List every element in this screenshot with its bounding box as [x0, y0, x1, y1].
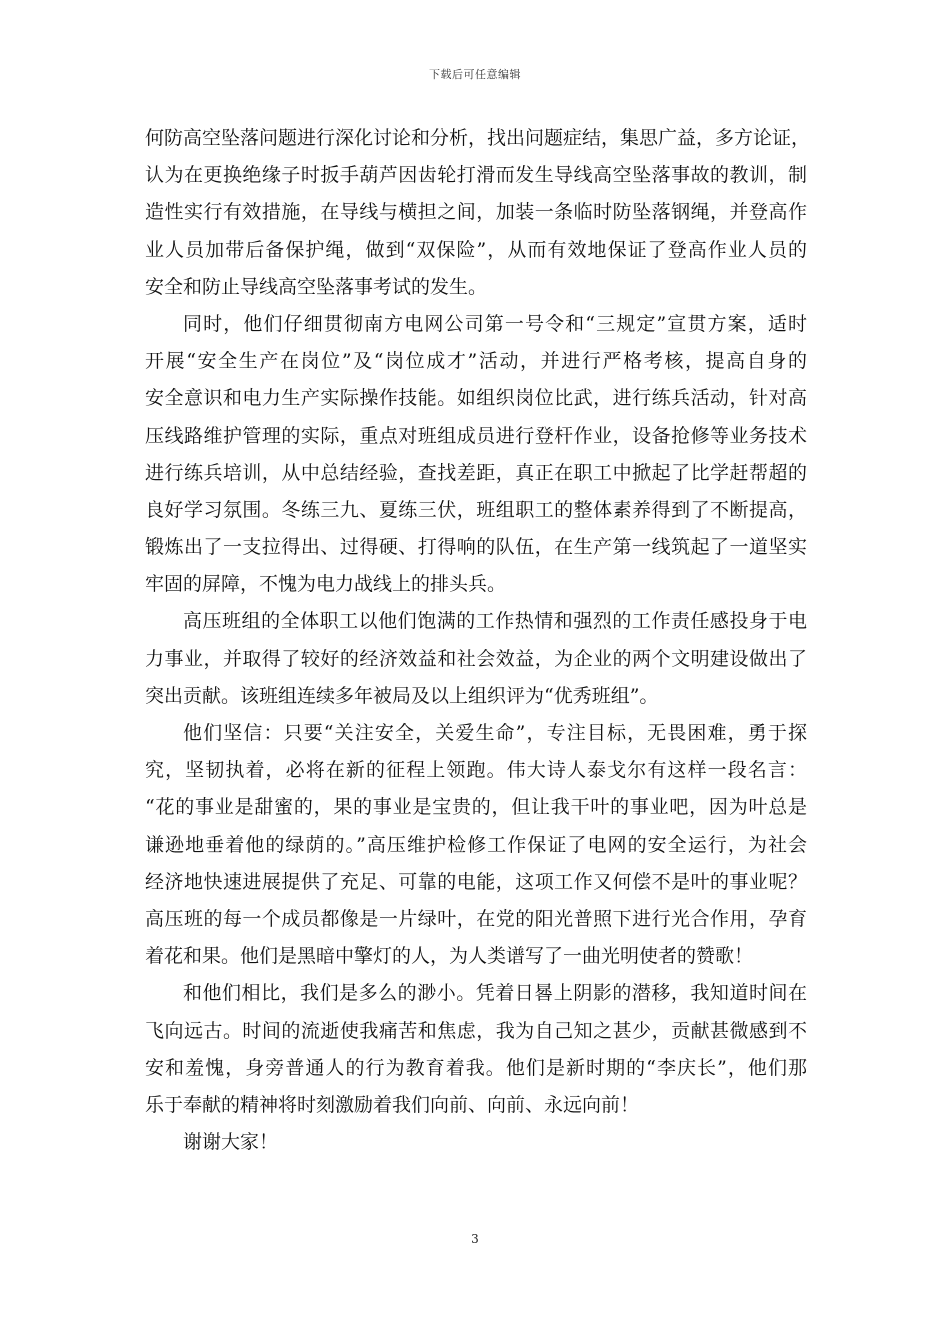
text-line: 安全和防止导线高空坠落事考试的发生。: [145, 275, 488, 298]
text-line: 良好学习氛围。冬练三九、夏练三伏，班组职工的整体素养得到了不断提高，: [145, 498, 807, 521]
text-line: 高压班的每一个成员都像是一片绿叶，在党的阳光普照下进行光合作用，孕育: [145, 907, 807, 930]
text-line: 乐于奉献的精神将时刻激励着我们向前、向前、永远向前！: [145, 1093, 640, 1116]
text-line: 何防高空坠落问题进行深化讨论和分析，找出问题症结，集思广益，多方论证，: [145, 127, 811, 149]
text-line: “花的事业是甜蜜的，果的事业是宝贵的，但让我干叶的事业吧，因为叶总是: [145, 796, 807, 819]
text-line: 牢固的屏障，不愧为电力战线上的排头兵。: [145, 573, 507, 596]
text-line: 锻炼出了一支拉得出、过得硬、打得响的队伍，在生产第一线筑起了一道坚实: [145, 536, 807, 559]
text-line: 高压班组的全体职工以他们饱满的工作热情和强烈的工作责任感投身于电: [183, 610, 807, 633]
text-line: 飞向远古。时间的流逝使我痛苦和焦虑，我为自己知之甚少，贡献甚微感到不: [145, 1019, 807, 1042]
text-line: 经济地快速进展提供了充足、可靠的电能，这项工作又何偿不是叶的事业呢？: [145, 870, 807, 893]
text-line: 究，坚韧执着，必将在新的征程上领跑。伟大诗人泰戈尔有这样一段名言：: [145, 759, 807, 782]
text-line: 认为在更换绝缘子时扳手葫芦因齿轮打滑而发生导线高空坠落事故的教训，制: [145, 164, 807, 187]
text-line: 安全意识和电力生产实际操作技能。如组织岗位比武，进行练兵活动，针对高: [145, 387, 807, 410]
text-line: 造性实行有效措施，在导线与横担之间，加装一条临时防坠落钢绳，并登高作: [145, 201, 807, 224]
text-line: 突出贡献。该班组连续多年被局及以上组织评为“优秀班组”。: [145, 684, 659, 707]
text-line: 业人员加带后备保护绳，做到“双保险”，从而有效地保证了登高作业人员的: [145, 238, 807, 261]
text-line: 力事业，并取得了较好的经济效益和社会效益，为企业的两个文明建设做出了: [145, 647, 807, 670]
text-line: 和他们相比，我们是多么的渺小。凭着日晷上阴影的潜移，我知道时间在: [183, 982, 807, 1005]
page-header: 下载后可任意编辑: [429, 68, 521, 81]
text-line: 谦逊地垂着他的绿荫的。”高压维护检修工作保证了电网的安全运行，为社会: [145, 833, 807, 856]
text-line: 进行练兵培训，从中总结经验，查找差距，真正在职工中掀起了比学赶帮超的: [145, 461, 807, 484]
text-line: 压线路维护管理的实际，重点对班组成员进行登杆作业，设备抢修等业务技术: [145, 424, 807, 447]
text-line: 同时，他们仔细贯彻南方电网公司第一号令和“三规定”宣贯方案，适时: [183, 312, 807, 335]
text-line: 他们坚信：只要“关注安全，关爱生命”，专注目标，无畏困难，勇于探: [183, 722, 807, 744]
document-body: [145, 120, 811, 1161]
text-line: 着花和果。他们是黑暗中擎灯的人，为人类谱写了一曲光明使者的赞歌！: [145, 945, 754, 968]
text-line: 谢谢大家！: [183, 1131, 279, 1154]
text-line: 开展“安全生产在岗位”及“岗位成才”活动，并进行严格考核，提高自身的: [145, 350, 807, 373]
text-line: 安和羞愧，身旁普通人的行为教育着我。他们是新时期的“李庆长”，他们那: [145, 1056, 807, 1079]
page-number: 3: [471, 1232, 479, 1246]
